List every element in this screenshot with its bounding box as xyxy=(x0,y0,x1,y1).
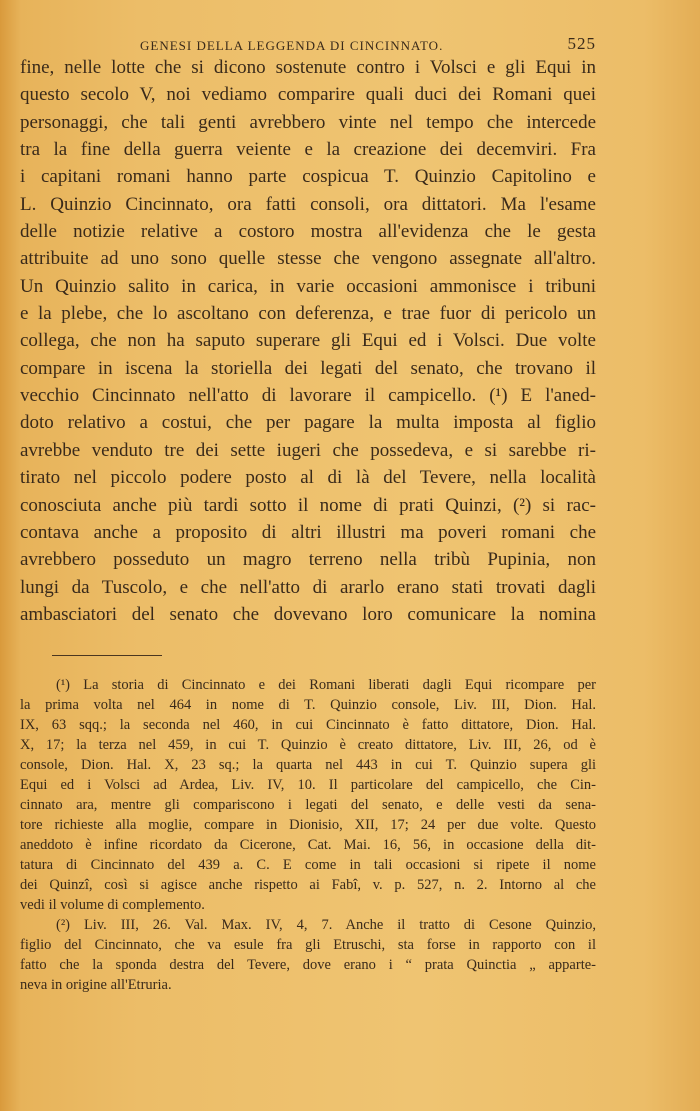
body-line: L. Quinzio Cincinnato, ora fatti consoli, ora dittatori. Ma l'esame xyxy=(20,193,596,215)
footnote-line: cinnato ara, mentre gli compariscono i legati del senato, e delle vesti da sena- xyxy=(20,797,596,813)
footnote-divider xyxy=(52,655,162,656)
body-line: i capitani romani hanno parte cospicua T. Quinzio Capitolino e xyxy=(20,166,596,188)
footnote-line: IX, 63 sqq.; la seconda nel 460, in cui Cincinnato è fatto dittatore, Dion. Hal. xyxy=(20,717,596,733)
body-line: attribuite ad uno sono quelle stesse che vengono assegnate all'altro. xyxy=(20,248,596,270)
body-line: avrebbero posseduto un magro terreno nella tribù Pupinia, non xyxy=(20,549,596,571)
body-line: fine, nelle lotte che si dicono sostenute contro i Volsci e gli Equi in xyxy=(20,57,596,78)
body-line: tra la fine della guerra veiente e la creazione dei decemviri. Fra xyxy=(20,139,596,161)
footnote-line: (¹) La storia di Cincinnato e dei Romani liberati dagli Equi ricompare per xyxy=(56,677,596,693)
page-number: 525 xyxy=(567,34,596,53)
footnote-line: tore richieste alla moglie, compare in Dionisio, XII, 17; 24 per due volte. Questo xyxy=(20,817,596,833)
footnote-line: fatto che la sponda destra del Tevere, dove erano i “ prata Quinctia „ apparte- xyxy=(20,957,596,973)
body-line: collega, che non ha saputo superare gli Equi ed i Volsci. Due volte xyxy=(20,330,596,352)
body-line: conosciuta anche più tardi sotto il nome di prati Quinzi, (²) si rac- xyxy=(20,494,596,516)
body-line: ambasciatori del senato che dovevano loro comunicare la nomina xyxy=(20,603,596,625)
footnote-line: console, Dion. Hal. X, 23 sq.; la quarta nel 443 in cui T. Quinzio supera gli xyxy=(20,757,596,773)
footnote-line: vedi il volume di complemento. xyxy=(20,897,205,913)
running-title: GENESI DELLA LEGGENDA DI CINCINNATO. xyxy=(140,38,444,53)
footnote-line: (²) Liv. III, 26. Val. Max. IV, 4, 7. Anche il tratto di Cesone Quinzio, xyxy=(56,917,596,933)
body-line: vecchio Cincinnato nell'atto di lavorare il campicello. (¹) E l'aned- xyxy=(20,385,596,407)
footnote-line: aneddoto è infine ricordato da Cicerone, Cat. Mai. 16, 56, in occasione della dit- xyxy=(20,837,596,853)
body-line: doto relativo a costui, che per pagare la multa imposta al figlio xyxy=(20,412,596,434)
body-line: tirato nel piccolo podere posto al di là del Tevere, nella località xyxy=(20,467,596,489)
footnote-line: neva in origine all'Etruria. xyxy=(20,977,172,993)
body-line: avrebbe venduto tre dei sette iugeri che possedeva, e si sarebbe ri- xyxy=(20,439,596,461)
footnotes xyxy=(20,675,596,995)
body-line: delle notizie relative a costoro mostra all'evidenza che le gesta xyxy=(20,221,596,243)
body-line: compare in iscena la storiella dei legati del senato, che trovano il xyxy=(20,357,596,379)
body-line: contava anche a proposito di altri illustri ma poveri romani che xyxy=(20,521,596,543)
footnote-line: la prima volta nel 464 in nome di T. Quinzio console, Liv. III, Dion. Hal. xyxy=(20,697,596,713)
footnote-line: Equi ed i Volsci ad Ardea, Liv. IV, 10. Il particolare del campicello, che Cin- xyxy=(20,777,596,793)
footnote-line: figlio del Cincinnato, che va esule fra gli Etruschi, sta forse in rapporto con il xyxy=(20,937,596,953)
footnote-line: X, 17; la terza nel 459, in cui T. Quinzio è creato dittatore, Liv. III, 26, od è xyxy=(20,737,596,753)
body-line: Un Quinzio salito in carica, in varie occasioni ammonisce i tribuni xyxy=(20,275,596,297)
body-line: personaggi, che tali genti avrebbero vinte nel tempo che intercede xyxy=(20,111,596,133)
footnote-line: tatura di Cincinnato del 439 a. C. E come in tali occasioni si ripete il nome xyxy=(20,857,596,873)
footnote-line: dei Quinzî, così si agisce anche rispetto ai Fabî, v. p. 527, n. 2. Intorno al che xyxy=(20,877,596,893)
body-text xyxy=(20,54,596,628)
body-line: e la plebe, che lo ascoltano con deferenza, e trae fuor di pericolo un xyxy=(20,303,596,325)
body-line: lungi da Tuscolo, e che nell'atto di ararlo erano stati trovati dagli xyxy=(20,576,596,598)
body-line: questo secolo V, noi vediamo comparire quali duci dei Romani quei xyxy=(20,84,596,106)
